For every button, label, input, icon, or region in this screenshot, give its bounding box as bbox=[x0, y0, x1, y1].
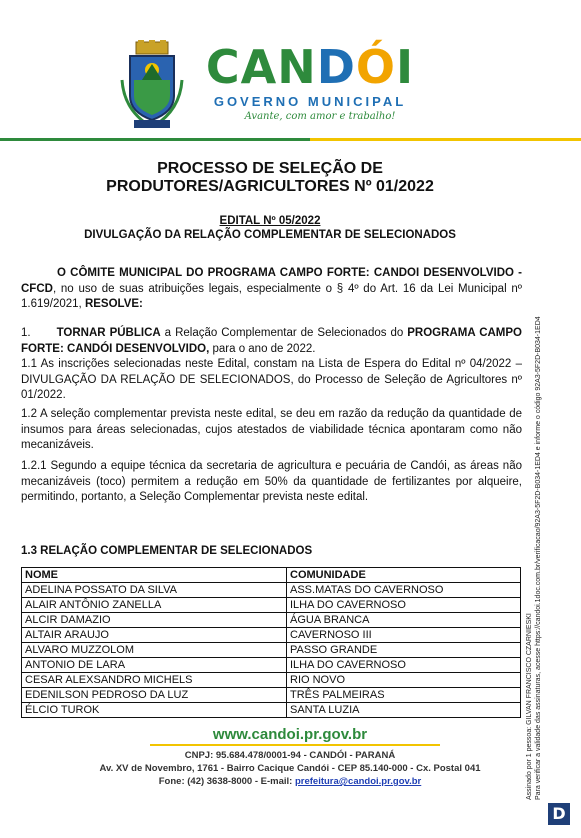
document-title bbox=[40, 160, 500, 196]
title-line-2: PRODUTORES/AGRICULTORES Nº 01/2022 bbox=[106, 178, 434, 195]
table-row bbox=[22, 703, 521, 718]
edital-number: EDITAL Nº 05/2022 bbox=[219, 215, 321, 227]
cell-comunidade: RIO NOVO bbox=[287, 673, 521, 688]
cell-comunidade: CAVERNOSO III bbox=[287, 628, 521, 643]
cell-nome: EDENILSON PEDROSO DA LUZ bbox=[22, 688, 287, 703]
edital-subtitle: DIVULGAÇÃO DA RELAÇÃO COMPLEMENTAR DE SELECIONADOS bbox=[84, 229, 456, 241]
table-row bbox=[22, 688, 521, 703]
cell-nome: ALTAIR ARAUJO bbox=[22, 628, 287, 643]
title-line-1: PROCESSO DE SELEÇÃO DE bbox=[157, 160, 383, 177]
cell-comunidade: TRÊS PALMEIRAS bbox=[287, 688, 521, 703]
cell-comunidade: ASS.MATAS DO CAVERNOSO bbox=[287, 583, 521, 598]
signature-verification-stamp bbox=[525, 240, 575, 800]
footer-email-link[interactable]: prefeitura@candoi.pr.gov.br bbox=[294, 776, 422, 787]
selected-producers-table bbox=[21, 567, 521, 718]
table-row bbox=[22, 643, 521, 658]
footer-address: Av. XV de Novembro, 1761 - Bairro Cacique Candói - CEP 85.140-000 - Cx. Postal 041 bbox=[99, 763, 481, 774]
table-row bbox=[22, 673, 521, 688]
header-divider bbox=[0, 138, 581, 141]
paragraph-1-2-1: 1.2.1 Segundo a equipe técnica da secretaria de agricultura e pecuária de Candói, as áreas não mecanizáveis (toco) permitem a redução em 50% da quantidade de fertilizantes por alqueire, permitindo, portanto, a Seleção Complementar prevista neste edital. bbox=[21, 460, 522, 503]
cell-nome: CESAR ALEXSANDRO MICHELS bbox=[22, 673, 287, 688]
paragraph-1-1: 1.1 As inscrições selecionadas neste Edital, constam na Lista de Espera do Edital nº 04/2022 – DIVULGAÇÃO DA RELAÇÃO DE SELECIONADOS, do Processo de Seleção de Agricultores nº 01/2022. bbox=[21, 358, 522, 401]
cell-nome: ALVARO MUZZOLOM bbox=[22, 643, 287, 658]
cell-nome: ALAIR ANTÔNIO ZANELLA bbox=[22, 598, 287, 613]
resolve-label: RESOLVE: bbox=[84, 298, 143, 310]
cell-comunidade: ILHA DO CAVERNOSO bbox=[287, 598, 521, 613]
table-header-row bbox=[22, 568, 521, 583]
cell-comunidade: PASSO GRANDE bbox=[287, 643, 521, 658]
footer-website: www.candoi.pr.gov.br bbox=[212, 726, 368, 743]
municipal-coat-of-arms bbox=[120, 40, 184, 130]
cell-nome: ÉLCIO TUROK bbox=[22, 703, 287, 718]
column-header-comunidade: COMUNIDADE bbox=[287, 568, 521, 583]
table-row bbox=[22, 628, 521, 643]
column-header-nome: NOME bbox=[22, 568, 287, 583]
logo-governo-municipal: GOVERNO MUNICIPAL bbox=[213, 94, 407, 109]
paragraph-1-2: 1.2 A seleção complementar prevista neste edital, se deu em razão da redução da quantidade de insumos para áreas selecionadas, cujos atestados de viabilidade técnica apontaram como não mecanizáveis. bbox=[21, 408, 522, 451]
candoi-logo bbox=[205, 30, 415, 130]
cell-comunidade: ÁGUA BRANCA bbox=[287, 613, 521, 628]
signature-verification-text: Para verificar a validade das assinaturas, acesse https://candoi.1doc.com.br/verificacao/92A3-5F2D-B034-1ED4 e informe o código 92A3-5F2D-B034-1ED4 bbox=[535, 316, 542, 800]
1doc-badge-icon: D bbox=[548, 803, 570, 825]
intro-text: , no uso de suas atribuições legais, especialmente o § 4º do Art. 16 da Lei Municipal nº 1.619/2021, bbox=[21, 282, 522, 310]
table-row bbox=[22, 613, 521, 628]
table-row bbox=[22, 583, 521, 598]
item-1-end: para o ano de 2022. bbox=[209, 342, 316, 355]
section-heading-1-3: 1.3 RELAÇÃO COMPLEMENTAR DE SELECIONADOS bbox=[21, 545, 313, 557]
signature-signer: Assinado por 1 pessoa: GILVAN FRANCISCO CZARNIESKI bbox=[526, 613, 533, 800]
cell-comunidade: ILHA DO CAVERNOSO bbox=[287, 658, 521, 673]
logo-wordmark: CANDÓI bbox=[205, 40, 415, 94]
edital-heading bbox=[40, 214, 500, 242]
intro-paragraph bbox=[21, 266, 522, 313]
table-row bbox=[22, 598, 521, 613]
item-1-paragraph bbox=[21, 326, 522, 357]
footer-cnpj: CNPJ: 95.684.478/0001-94 - CANDÓI - PARANÁ bbox=[184, 750, 396, 761]
item-1-action: TORNAR PÚBLICA bbox=[56, 327, 161, 339]
cell-nome: ALCIR DAMAZIO bbox=[22, 613, 287, 628]
committee-name: O CÔMITE MUNICIPAL DO PROGRAMA CAMPO FORTE: CANDOI DESENVOLVIDO - CFCD bbox=[21, 267, 522, 295]
cell-nome: ANTONIO DE LARA bbox=[22, 658, 287, 673]
footer-divider bbox=[150, 744, 440, 746]
cell-comunidade: SANTA LUZIA bbox=[287, 703, 521, 718]
program-name: PROGRAMA CAMPO FORTE: CANDÓI DESENVOLVIDO, bbox=[21, 327, 522, 355]
item-1-text: a Relação Complementar de Selecionados do bbox=[160, 327, 408, 339]
cell-nome: ADELINA POSSATO DA SILVA bbox=[22, 583, 287, 598]
footer-contact bbox=[40, 775, 540, 788]
table-row bbox=[22, 658, 521, 673]
item-1-number: 1. bbox=[21, 327, 31, 339]
footer-phone: Fone: (42) 3638-8000 - E-mail: bbox=[158, 776, 295, 787]
logo-slogan: Avante, com amor e trabalho! bbox=[244, 111, 396, 122]
